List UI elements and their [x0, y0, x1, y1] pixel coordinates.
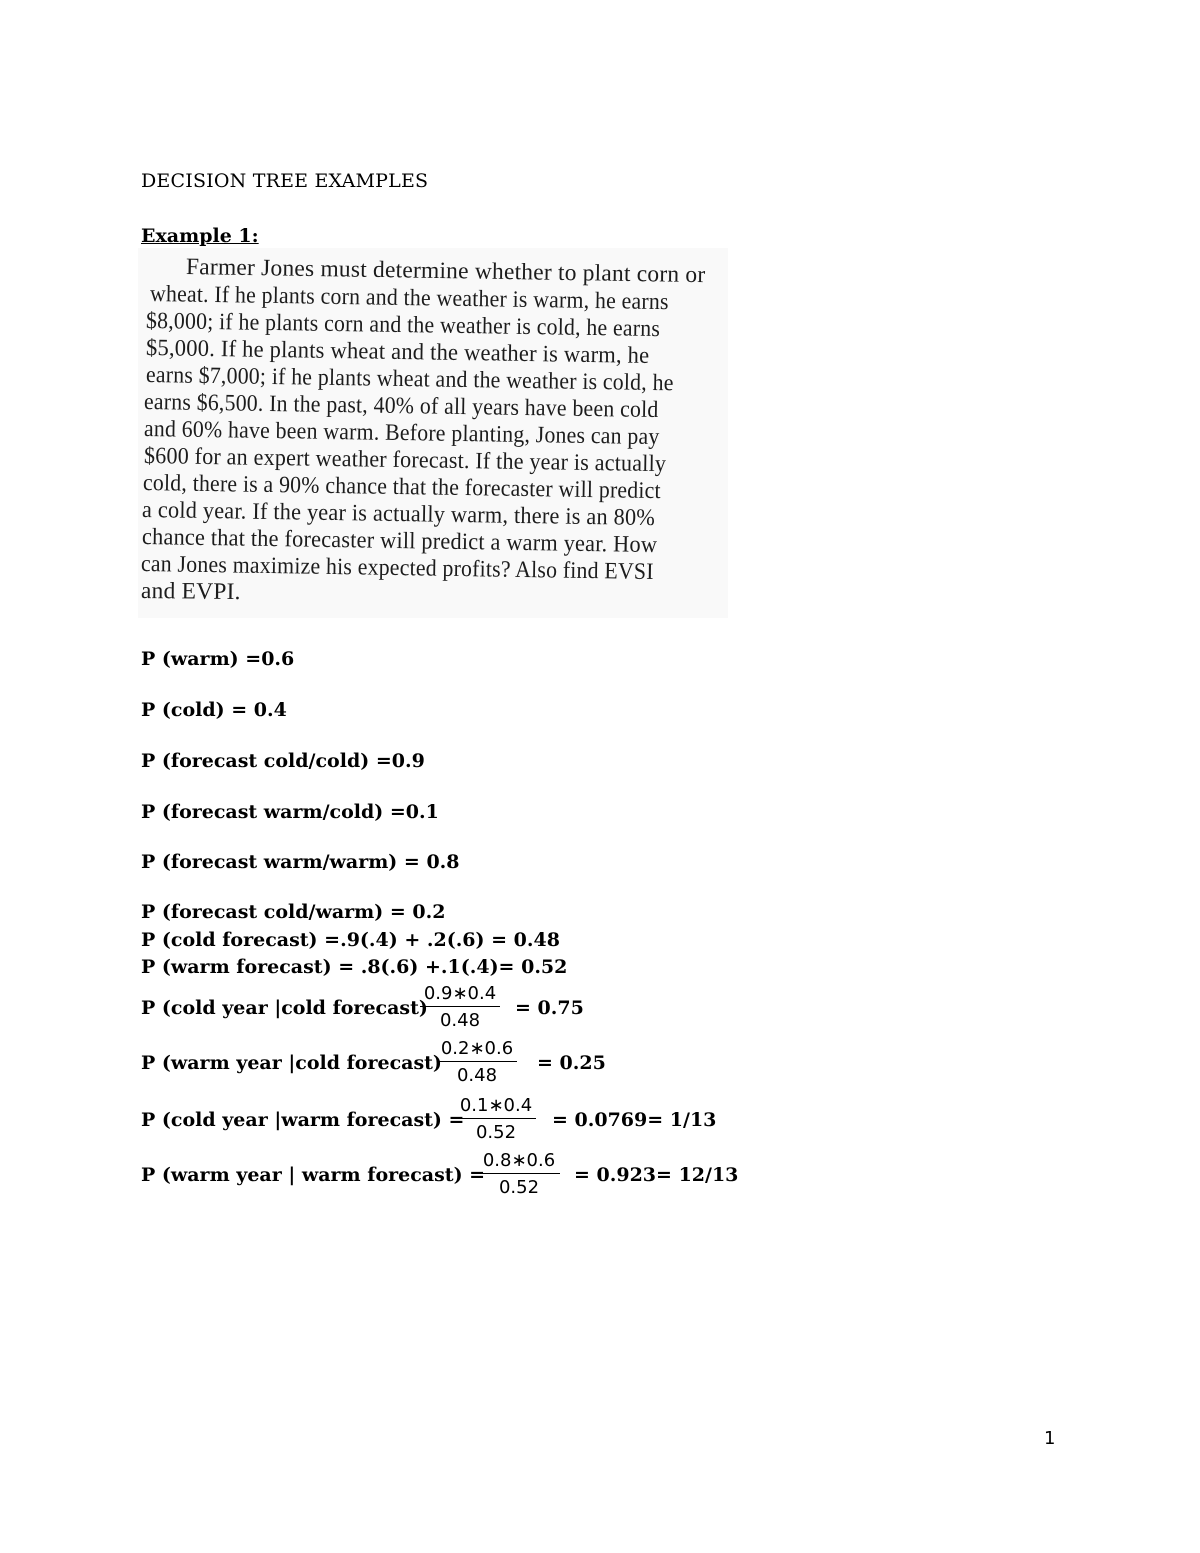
- posterior-fraction: [437, 1038, 517, 1086]
- posterior-result: = 0.25: [537, 1052, 606, 1074]
- posterior-label: P (warm year |cold forecast): [141, 1052, 442, 1074]
- problem-line: cold, there is a 90% chance that the forecaster will predict: [142, 470, 661, 505]
- posterior-label: P (cold year |cold forecast): [141, 997, 428, 1019]
- posterior-label: P (warm year | warm forecast) =: [141, 1164, 486, 1186]
- problem-line: and EVPI.: [140, 578, 241, 606]
- scanned-problem-excerpt: [138, 248, 728, 618]
- probability-line: P (forecast warm/warm) = 0.8: [141, 851, 460, 873]
- probability-line: P (forecast cold/cold) =0.9: [141, 750, 425, 772]
- problem-line: earns $7,000; if he plants wheat and the weather is cold, he: [145, 362, 674, 397]
- problem-line: wheat. If he plants corn and the weather is warm, he earns: [149, 281, 669, 316]
- probability-line: P (forecast warm/cold) =0.1: [141, 801, 439, 823]
- posterior-label: P (cold year |warm forecast) =: [141, 1109, 465, 1131]
- probability-line: P (cold) = 0.4: [141, 699, 287, 721]
- page-number: 1: [1044, 1428, 1056, 1449]
- fraction-numerator: 0.1∗0.4: [459, 1095, 533, 1116]
- fraction-denominator: 0.48: [456, 1065, 498, 1086]
- problem-line: and 60% have been warm. Before planting, Jones can pay: [143, 416, 660, 451]
- fraction-denominator: 0.48: [439, 1010, 481, 1031]
- problem-line: $5,000. If he plants wheat and the weather is warm, he: [145, 335, 650, 369]
- fraction-numerator: 0.9∗0.4: [423, 983, 497, 1004]
- posterior-result: = 0.0769= 1/13: [552, 1109, 717, 1131]
- problem-line: earns $6,500. In the past, 40% of all years have been cold: [143, 389, 659, 424]
- problem-line: Farmer Jones must determine whether to plant corn or: [185, 254, 706, 289]
- posterior-fraction: [456, 1095, 536, 1143]
- fraction-numerator: 0.2∗0.6: [440, 1038, 514, 1059]
- probability-line: P (cold forecast) =.9(.4) + .2(.6) = 0.48: [141, 929, 560, 951]
- fraction-denominator: 0.52: [498, 1177, 540, 1198]
- posterior-fraction: [420, 983, 500, 1031]
- problem-line: a cold year. If the year is actually warm, there is an 80%: [141, 497, 656, 532]
- probability-line: P (warm forecast) = .8(.6) +.1(.4)= 0.52: [141, 956, 568, 978]
- probability-line: P (warm) =0.6: [141, 648, 295, 670]
- fraction-numerator: 0.8∗0.6: [482, 1150, 556, 1171]
- example-label: Example 1:: [141, 225, 259, 247]
- posterior-result: = 0.75: [515, 997, 584, 1019]
- problem-line: $8,000; if he plants corn and the weather is cold, he earns: [145, 308, 661, 343]
- posterior-fraction: [478, 1150, 560, 1198]
- fraction-denominator: 0.52: [475, 1122, 517, 1143]
- problem-line: $600 for an expert weather forecast. If the year is actually: [143, 443, 667, 478]
- posterior-result: = 0.923= 12/13: [574, 1164, 739, 1186]
- document-title: DECISION TREE EXAMPLES: [141, 170, 429, 192]
- problem-line: chance that the forecaster will predict a warm year. How: [141, 524, 658, 559]
- problem-line: can Jones maximize his expected profits? Also find EVSI: [140, 551, 654, 586]
- probability-line: P (forecast cold/warm) = 0.2: [141, 901, 446, 923]
